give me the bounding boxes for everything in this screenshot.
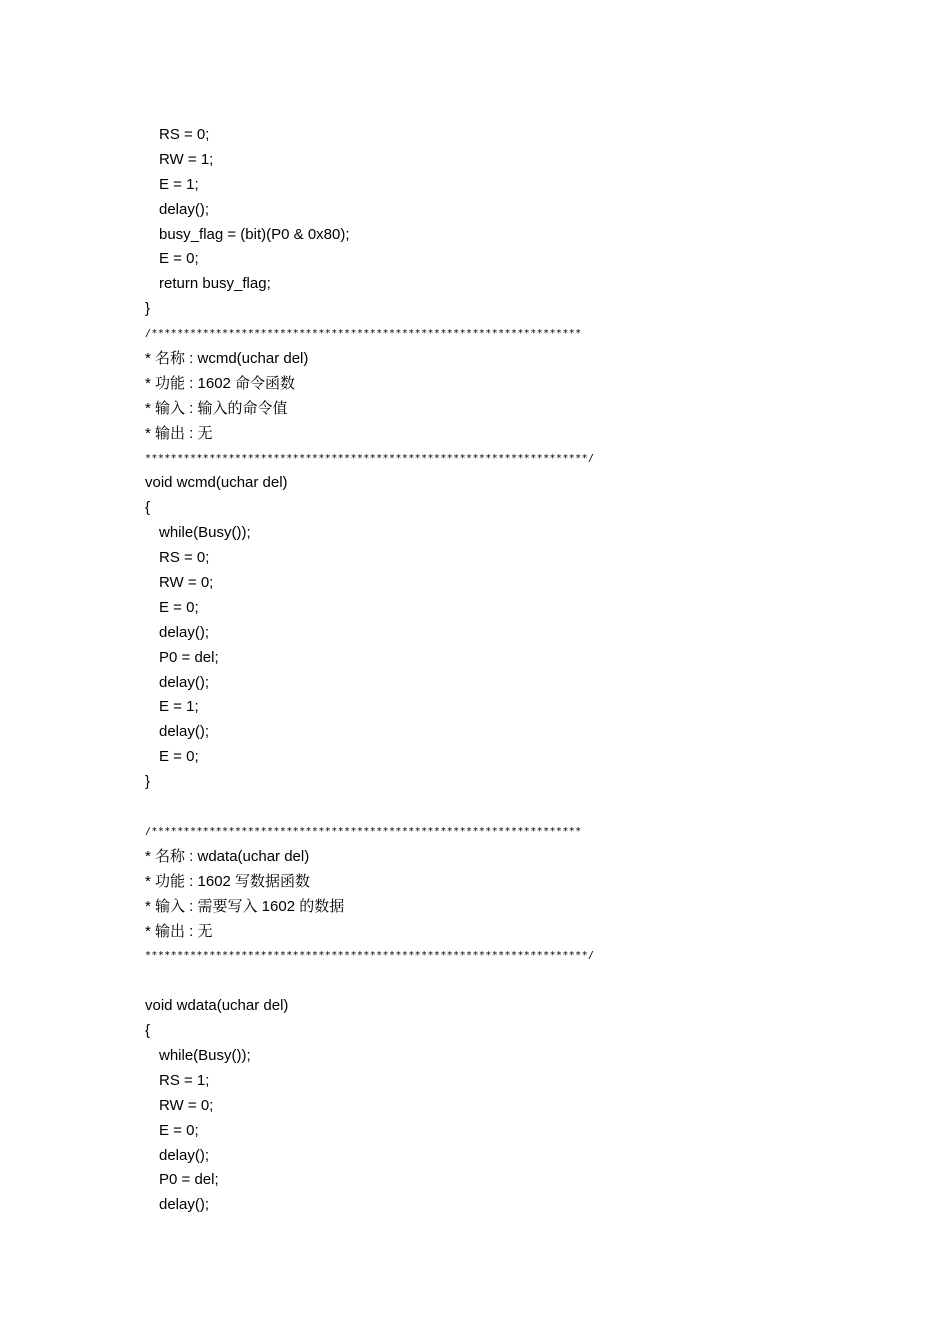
code-line: void wdata(uchar del) bbox=[145, 997, 289, 1015]
blank-line bbox=[145, 969, 865, 994]
code-line: * 功能 : 1602 命令函数 bbox=[145, 374, 296, 392]
code-line: delay(); bbox=[159, 1196, 210, 1214]
code-line: * 名称 : wdata(uchar del) bbox=[145, 847, 310, 865]
code-line: return busy_flag; bbox=[159, 275, 271, 293]
comment-border-line: *********************************************************************/ bbox=[145, 452, 595, 464]
code-line: P0 = del; bbox=[159, 1171, 219, 1189]
code-line: void wcmd(uchar del) bbox=[145, 474, 288, 492]
code-line: P0 = del; bbox=[159, 648, 219, 666]
code-line: delay(); bbox=[159, 1146, 210, 1164]
comment-border-line: /******************************************************************* bbox=[145, 825, 582, 837]
code-line: RW = 1; bbox=[159, 150, 214, 168]
blank-line bbox=[145, 795, 865, 820]
code-line: delay(); bbox=[159, 723, 210, 741]
code-listing bbox=[145, 123, 865, 1218]
code-line: RW = 0; bbox=[159, 1096, 214, 1114]
code-line: * 输出 : 无 bbox=[145, 424, 213, 442]
code-line: * 输入 : 需要写入 1602 的数据 bbox=[145, 897, 345, 915]
code-line: } bbox=[145, 300, 151, 318]
code-line: { bbox=[145, 499, 151, 517]
code-line: * 输入 : 输入的命令值 bbox=[145, 399, 288, 417]
code-line: delay(); bbox=[159, 673, 210, 691]
code-line: } bbox=[145, 773, 151, 791]
code-line: while(Busy()); bbox=[159, 524, 251, 542]
code-line: E = 0; bbox=[159, 748, 199, 766]
code-line: E = 0; bbox=[159, 1121, 199, 1139]
code-line: RW = 0; bbox=[159, 574, 214, 592]
code-line: * 功能 : 1602 写数据函数 bbox=[145, 872, 311, 890]
code-line: * 输出 : 无 bbox=[145, 922, 213, 940]
code-line: * 名称 : wcmd(uchar del) bbox=[145, 350, 309, 368]
code-line: E = 0; bbox=[159, 250, 199, 268]
code-line: RS = 1; bbox=[159, 1071, 210, 1089]
code-line: busy_flag = (bit)(P0 & 0x80); bbox=[159, 225, 350, 243]
code-line: delay(); bbox=[159, 623, 210, 641]
code-line: E = 1; bbox=[159, 175, 199, 193]
code-line: E = 0; bbox=[159, 598, 199, 616]
comment-border-line: /******************************************************************* bbox=[145, 328, 582, 340]
code-line: { bbox=[145, 1022, 151, 1040]
comment-border-line: *********************************************************************/ bbox=[145, 950, 595, 962]
code-line: E = 1; bbox=[159, 698, 199, 716]
code-line: while(Busy()); bbox=[159, 1046, 251, 1064]
code-line: delay(); bbox=[159, 200, 210, 218]
code-line: RS = 0; bbox=[159, 126, 210, 143]
code-line: RS = 0; bbox=[159, 549, 210, 567]
